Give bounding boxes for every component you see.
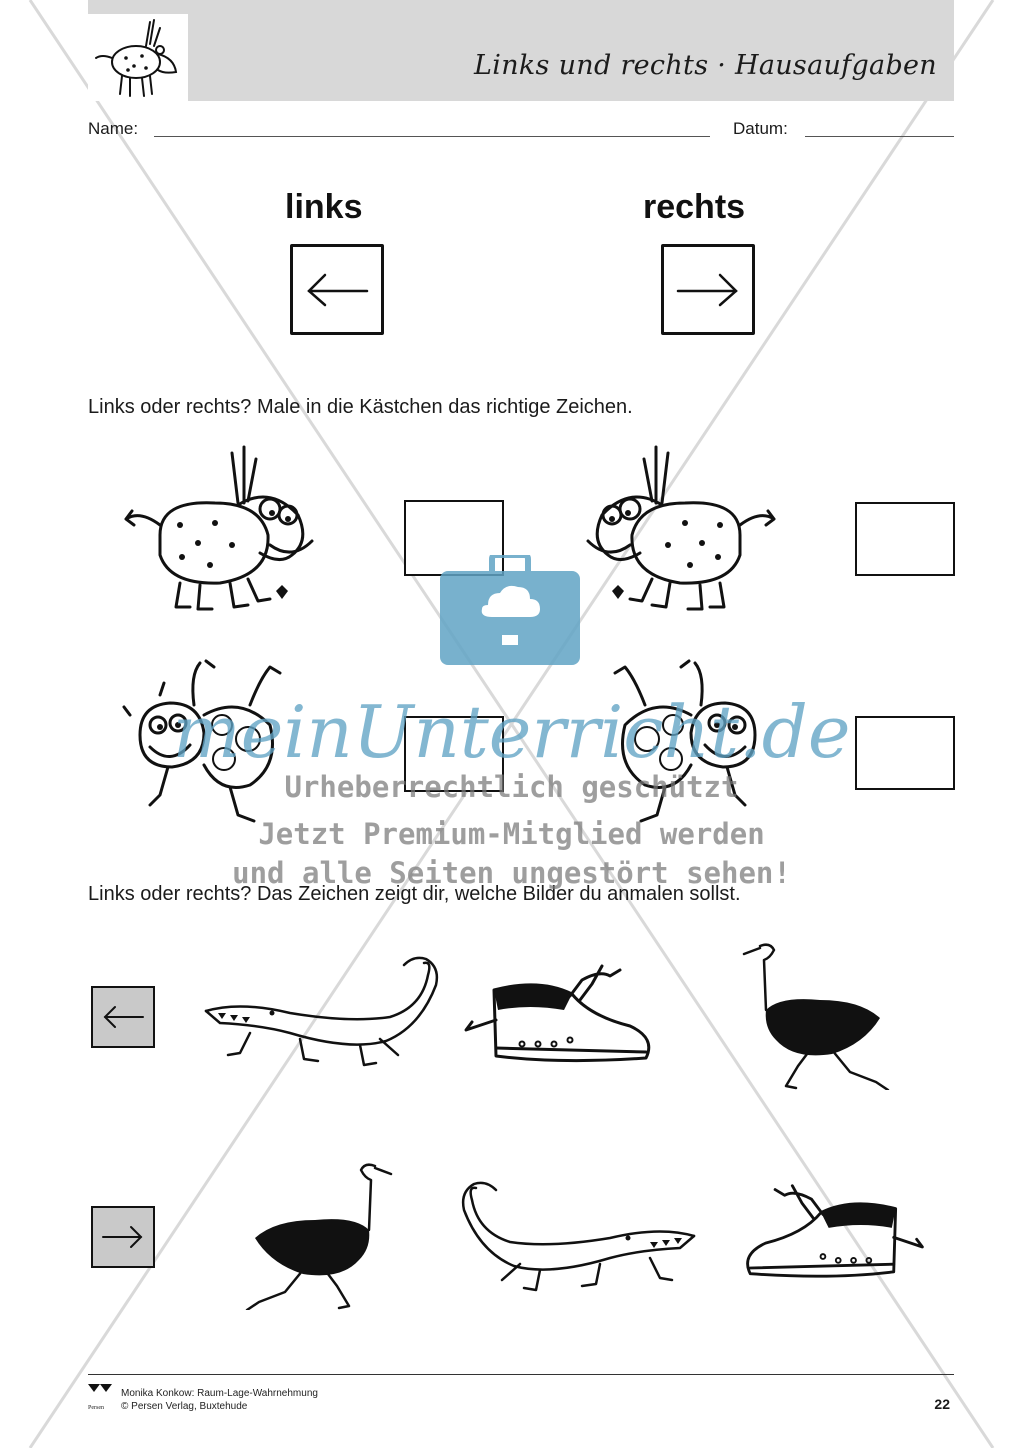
arrow-right-icon <box>93 1208 153 1266</box>
footer-divider <box>88 1374 954 1375</box>
crocodile-facing-right-image <box>455 1180 700 1295</box>
footer-author: Monika Konkow: Raum-Lage-Wahrnehmung <box>121 1388 318 1399</box>
watermark-line1: Urheberrechtlich geschützt <box>284 770 739 804</box>
right-word: rechts <box>643 188 746 226</box>
watermark-brand: meinUnterricht.de <box>172 690 851 774</box>
date-field[interactable] <box>805 136 954 137</box>
watermark-line3: und alle Seiten ungestört sehen! <box>232 856 791 890</box>
sign-box-left <box>91 986 155 1048</box>
date-label: Datum: <box>733 119 788 138</box>
footer-copyright: © Persen Verlag, Buxtehude <box>121 1401 248 1412</box>
shoe-facing-right-image <box>735 1180 930 1290</box>
answer-box-row1-right[interactable] <box>855 502 955 576</box>
sign-box-right <box>91 1206 155 1268</box>
page-number: 22 <box>934 1396 950 1412</box>
watermark-line2: Jetzt Premium-Mitglied werden <box>258 817 765 851</box>
left-word: links <box>285 188 363 226</box>
name-label: Name: <box>88 119 139 138</box>
briefcase-cloud-icon <box>440 555 580 665</box>
arrow-left-icon <box>93 988 153 1046</box>
publisher-mark: Persen <box>88 1405 104 1411</box>
right-arrow-box <box>661 244 755 335</box>
arrow-left-icon <box>293 247 381 332</box>
ostrich-facing-right-image <box>235 1160 395 1310</box>
task1-instruction: Links oder rechts? Male in die Kästchen das richtige Zeichen. <box>88 396 633 418</box>
shoe-facing-left-image <box>460 960 660 1075</box>
monster-facing-left-image <box>580 445 780 615</box>
monster-facing-right-image <box>120 445 320 615</box>
task2-instruction: Links oder rechts? Das Zeichen zeigt dir, welche Bilder du anmalen sollst. <box>88 883 741 905</box>
crocodile-facing-left-image <box>200 955 445 1070</box>
name-field[interactable] <box>154 136 710 137</box>
left-arrow-box <box>290 244 384 335</box>
worksheet-title: Links und rechts · Hausaufgaben <box>474 50 937 81</box>
publisher-logo-icon <box>88 1384 112 1406</box>
header-logo <box>88 14 188 101</box>
arrow-right-icon <box>664 247 752 332</box>
ostrich-facing-left-image <box>740 940 905 1090</box>
monster-logo-icon <box>88 14 188 101</box>
